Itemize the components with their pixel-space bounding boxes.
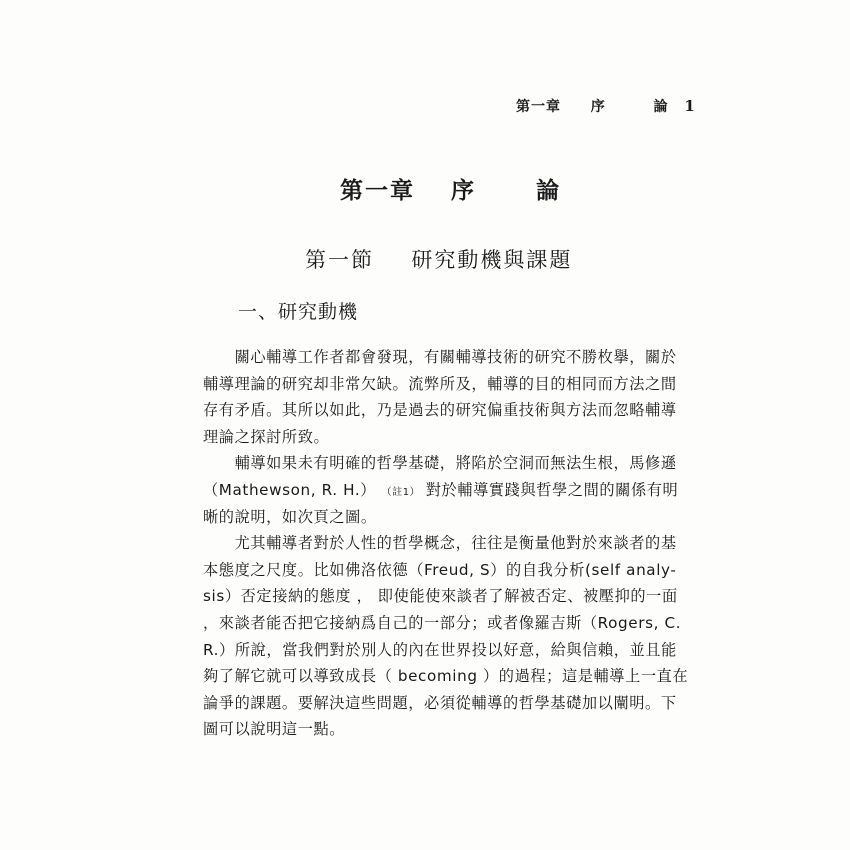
subsection-title: 一、研究動機 — [238, 301, 359, 323]
body-line: 輔導理論的研究却非常欠缺。流弊所及，輔導的目的相同而方法之間 — [203, 374, 677, 393]
running-header-title-b: 論 — [653, 99, 669, 115]
section-heading: 研究動機與課題 — [411, 248, 573, 272]
body-line: 論爭的課題。要解決這些問題，必須從輔導的哲學基礎加以闡明。下 — [203, 693, 677, 712]
body-line: 理論之探討所致。 — [203, 427, 330, 446]
body-text — [203, 344, 689, 743]
citation-author: （Mathewson, R. H.） — [203, 480, 377, 499]
body-line: R.）所說，當我們對於別人的內在世界投以好意，給與信賴，並且能 — [203, 640, 677, 659]
body-line: 圖可以說明這一點。 — [203, 720, 346, 739]
body-line: 本態度之尺度。比如佛洛依德（Freud, S）的自我分析(self analy- — [203, 560, 677, 579]
chapter-title-b: 論 — [536, 178, 562, 204]
body-line: 存有矛盾。其所以如此，乃是過去的研究偏重技術與方法而忽略輔導 — [203, 401, 677, 420]
chapter-title — [340, 172, 561, 205]
body-line: ，來談者能否把它接納爲自己的一部分；或者像羅吉斯（Rogers, C. — [203, 613, 682, 632]
running-header-title-a: 序 — [590, 99, 606, 115]
body-line: 夠了解它就可以導致成長（ becoming ）的過程；這是輔導上一直在 — [203, 667, 689, 686]
body-line: 關心輔導工作者都會發現，有關輔導技術的研究不勝枚擧，關於 — [203, 348, 677, 366]
page-number: 1 — [684, 97, 696, 115]
body-line: 尤其輔導者對於人性的哲學概念，往往是衡量他對於來談者的基 — [203, 534, 677, 553]
running-header-chapter: 第一章 — [516, 99, 561, 115]
body-line-with-note — [203, 477, 679, 504]
body-line: sis）否定接納的態度 ， 即使能使來談者了解被否定、被壓抑的一面 — [203, 587, 678, 606]
body-line: 輔導如果未有明確的哲學基礎，將陷於空洞而無法生根，馬修遜 — [203, 454, 677, 473]
chapter-title-a: 序 — [451, 178, 477, 204]
footnote-marker: （註1） — [381, 486, 421, 498]
running-header — [516, 96, 696, 116]
body-line: 晰的說明，如次頁之圖。 — [203, 507, 377, 526]
section-label: 第一節 — [305, 248, 374, 272]
section-title — [305, 244, 572, 274]
citation-continuation: 對於輔導實踐與哲學之間的關係有明 — [425, 480, 679, 499]
chapter-label: 第一章 — [340, 178, 415, 204]
